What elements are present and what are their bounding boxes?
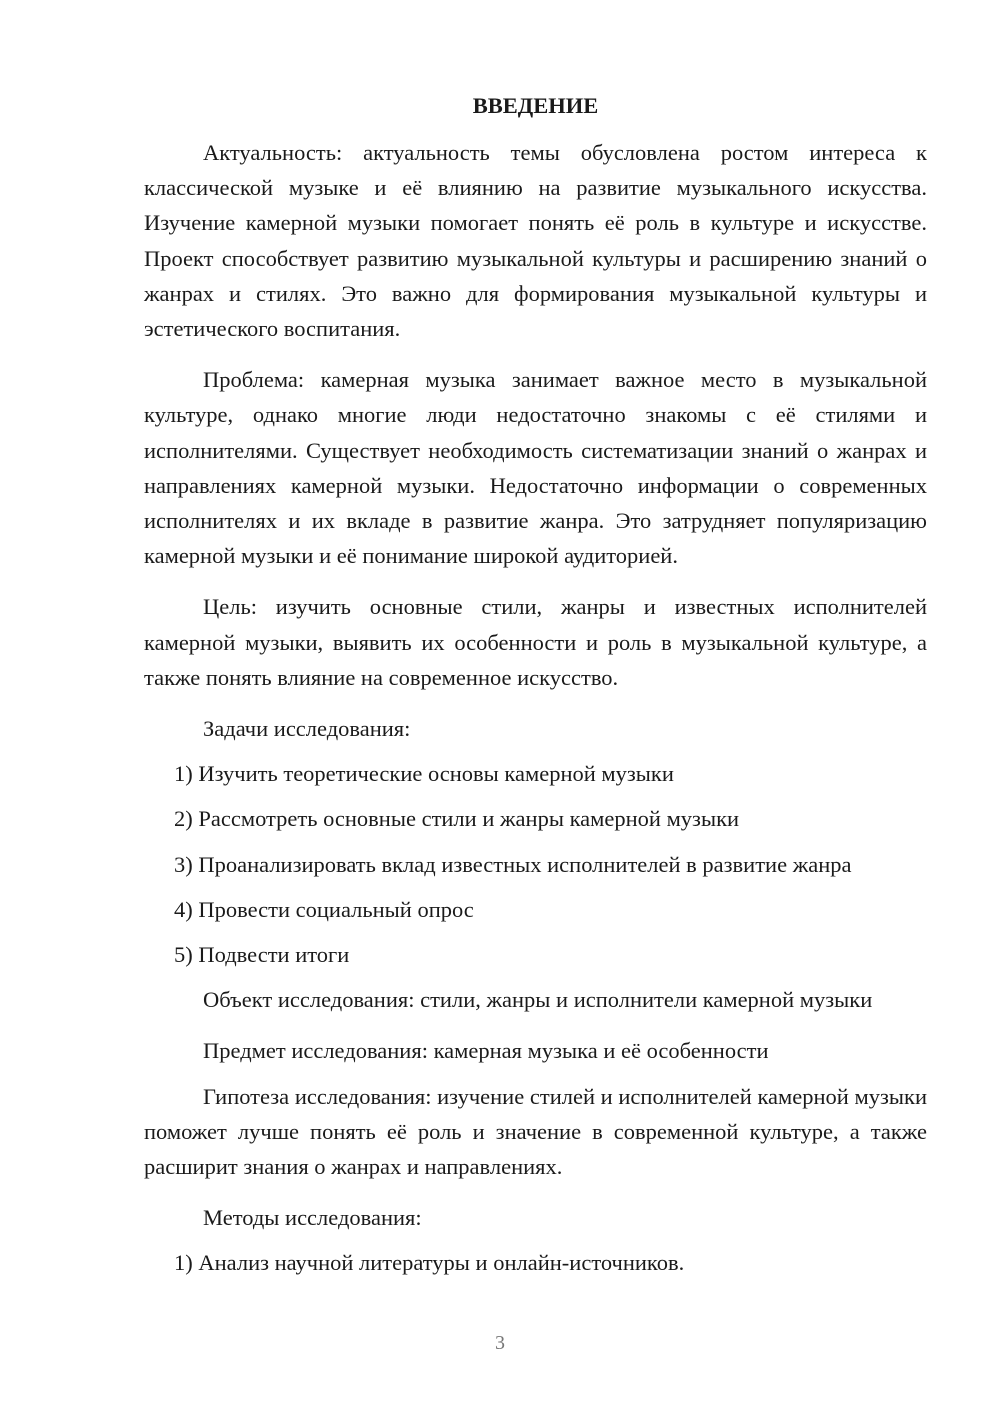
tasks-heading: Задачи исследования: xyxy=(203,716,411,742)
hypothesis-paragraph: Гипотеза исследования: изучение стилей и исполнителей камерной музыки поможет лучше понять её роль и значение в современной культуре, а также расширит знания о жанрах и направлениях. xyxy=(144,1083,927,1180)
list-item: 5) Подвести итоги xyxy=(174,942,350,968)
tasks-list xyxy=(144,756,927,972)
methods-heading: Методы исследования: xyxy=(203,1205,422,1231)
goal-paragraph: Цель: изучить основные стили, жанры и известных исполнителей камерной музыки, выявить их особенности и роль в музыкальной культуре, а также понять влияние на современное искусство. xyxy=(144,594,927,690)
page-number: 3 xyxy=(495,1332,505,1354)
problem-paragraph: Проблема: камерная музыка занимает важное место в музыкальной культуре, однако многие люди недостаточно знакомы с её стилями и исполнителями. Существует необходимость систематизации знаний о жанрах и направлениях камерной музыки. Недостаточно информации о современных исполнителях и их вкладе в развитие жанра. Это затрудняет популяризацию камерной музыки и её понимание широкой аудиторией. xyxy=(144,367,927,569)
list-item: 3) Проанализировать вклад известных исполнителей в развитие жанра xyxy=(174,851,852,877)
list-item: 2) Рассмотреть основные стили и жанры камерной музыки xyxy=(174,806,740,832)
methods-list xyxy=(144,1245,927,1280)
list-item: 1) Анализ научной литературы и онлайн-источников. xyxy=(174,1250,685,1276)
document-page xyxy=(144,88,927,1291)
list-item: 1) Изучить теоретические основы камерной музыки xyxy=(174,761,674,787)
page-title: ВВЕДЕНИЕ xyxy=(472,93,599,118)
relevance-paragraph: Актуальность: актуальность темы обусловлена ростом интереса к классической музыке и её влиянию на развитие музыкального искусства. Изучение камерной музыки помогает понять её роль в культуре и искусстве. Проект способствует развитию музыкальной культуры и расширению знаний о жанрах и стилях. Это важно для формирования музыкальной культуры и эстетического воспитания. xyxy=(144,140,927,342)
object-paragraph: Объект исследования: стили, жанры и исполнители камерной музыки xyxy=(203,987,873,1013)
subject-paragraph: Предмет исследования: камерная музыка и её особенности xyxy=(203,1038,769,1064)
list-item: 4) Провести социальный опрос xyxy=(174,896,474,922)
